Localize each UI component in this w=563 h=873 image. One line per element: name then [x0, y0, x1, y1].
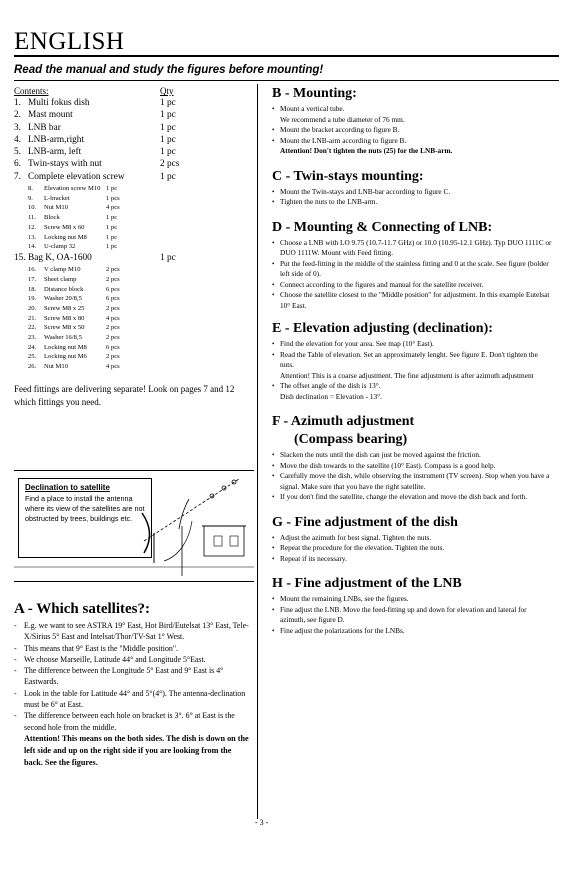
list-item	[14, 315, 242, 325]
item-text: Screw M8 x 50	[44, 324, 85, 332]
section-c	[272, 169, 552, 208]
list-item: • Slacken the nuts until the dish can just be moved against the friction.	[272, 450, 552, 461]
item-number: 20.	[28, 304, 37, 312]
list-item	[14, 195, 242, 205]
subtitle-rule	[14, 80, 559, 81]
list-item: - The difference between each hole on bracket is 3°. 6° at East is the second hole from the middle.	[14, 710, 250, 733]
item-qty: 1 pc	[160, 252, 176, 263]
list-item	[14, 224, 242, 234]
item-qty: 6 pcs	[106, 343, 120, 351]
item-qty: 6 pcs	[106, 295, 120, 303]
item-qty: 2 pcs	[106, 266, 120, 274]
list-item: • Mount a vertical tube.	[272, 104, 552, 115]
column-divider	[257, 84, 258, 819]
list-item	[14, 214, 242, 224]
item-number: 14.	[28, 243, 37, 251]
item-qty: 1 pc	[160, 98, 176, 108]
item-text: Complete elevation screw	[28, 171, 125, 182]
item-number: 23.	[28, 334, 37, 341]
item-number: 9.	[28, 194, 33, 202]
item-qty: 1 pc	[106, 223, 118, 231]
section-a-title: A - Which satellites?:	[14, 601, 150, 617]
list-item: - Look in the table for Latitude 44° and 5°(4°). The antenna-declination must be 6° at East.	[14, 688, 250, 711]
item-text: LNB bar	[28, 122, 61, 133]
item-qty: 2 pcs	[106, 304, 120, 312]
section-d-list	[272, 238, 552, 312]
item-qty: 2 pcs	[106, 334, 120, 341]
item-qty: 1 pcs	[106, 194, 120, 202]
item-text: Locking nut M8	[44, 233, 87, 241]
list-item: • Adjust the azimuth for best signal. Tighten the nuts.	[272, 533, 552, 544]
subitems-list-2	[14, 266, 242, 373]
item-number: 22.	[28, 324, 37, 332]
item-qty: 1 pc	[160, 171, 176, 182]
section-h-title: H - Fine adjustment of the LNB	[272, 576, 462, 591]
item-qty: 4 pcs	[106, 363, 120, 371]
section-d	[272, 220, 552, 312]
item-qty: 2 pcs	[106, 324, 120, 332]
section-b-list	[272, 104, 552, 157]
declination-illustration	[14, 471, 254, 581]
list-item: We recommend a tube diameter of 76 mm.	[280, 114, 405, 124]
item-text: LNB-arm, left	[28, 147, 82, 158]
list-item: • Find the elevation for your area. See map (10° East).	[272, 339, 552, 350]
list-item	[14, 344, 242, 354]
list-item	[14, 253, 242, 265]
list-item	[14, 243, 242, 253]
declination-figure	[14, 470, 254, 582]
item-qty: 4 pcs	[106, 314, 120, 322]
item-text: Nut M10	[44, 204, 68, 212]
qty-heading: Qty	[160, 86, 174, 96]
item-text: Screw M8 x 60	[44, 223, 85, 231]
contents-heading: Contents:	[14, 86, 49, 96]
list-item: • Fine adjust the LNB. Move the feed-fitting up and down for elevation and lateral for azimuth, see figure D.	[272, 605, 552, 626]
item-number: 10.	[28, 204, 37, 212]
item-number: 1.	[14, 98, 21, 108]
item-number: 17.	[28, 275, 37, 283]
item-number: 24.	[28, 343, 37, 351]
section-c-title: C - Twin-stays mounting:	[272, 168, 424, 184]
item-text: Sheet clamp	[44, 275, 77, 283]
item-qty: 2 pcs	[106, 353, 120, 361]
list-item: • Repeat the procedure for the elevation. Tighten the nuts.	[272, 543, 552, 554]
list-item	[14, 98, 242, 110]
item-text: Bag K, OA-1600	[28, 252, 92, 263]
list-item: • Connect according to the figures and manual for the satellite receiver.	[272, 280, 552, 291]
list-item	[14, 110, 242, 122]
item-number: 16.	[28, 266, 37, 274]
page-number: - 3 -	[255, 818, 269, 827]
item-number: 26.	[28, 363, 37, 371]
list-item	[14, 123, 242, 135]
list-item: Dish declination = Elevation - 13°.	[280, 391, 382, 401]
section-a	[14, 601, 250, 769]
section-e-list	[272, 339, 552, 402]
feed-fittings-note: Feed fittings are delivering separate! Look on pages 7 and 12 which fittings you need.	[14, 383, 235, 407]
page-subtitle: Read the manual and study the figures before mounting!	[14, 64, 324, 76]
item-text: L-bracket	[44, 194, 70, 202]
item-text: Twin-stays with nut	[28, 159, 102, 170]
title-rule	[14, 55, 559, 57]
list-item: • Mount the Twin-stays and LNB-bar according to figure C.	[272, 187, 552, 198]
item-qty: 1 pc	[160, 134, 176, 145]
item-number: 21.	[28, 314, 37, 322]
list-item: • Fine adjust the polarizations for the LNBs.	[272, 626, 552, 637]
item-text: Elevation screw M10	[44, 185, 101, 193]
section-h	[272, 576, 552, 636]
item-text: Distance block	[44, 285, 84, 293]
list-item: • Mount the bracket according to figure B.	[272, 125, 552, 136]
list-item	[14, 276, 242, 286]
section-f-subtitle: (Compass bearing)	[294, 432, 408, 447]
item-text: LNB-arm,right	[28, 134, 85, 145]
item-qty: 6 pcs	[106, 285, 120, 293]
list-item: - The difference between the Longitude 5° East and 9° East is 4° Eastwards.	[14, 665, 250, 688]
item-text: Multi fokus dish	[28, 98, 90, 108]
item-number: 3.	[14, 122, 21, 133]
section-g-list	[272, 533, 552, 565]
list-item: • Move the dish towards to the satellite (10° East). Compass is a good help.	[272, 461, 552, 472]
list-item: • The offset angle of the dish is 13°.	[272, 381, 552, 392]
list-item: • Choose the satellite closest to the "Middle position" for adjustment. In this example Eutelsat 10° East.	[272, 290, 552, 311]
item-qty: 1 pc	[106, 243, 118, 251]
list-item: • Mount the LNB-arm according to figure B.	[272, 136, 552, 147]
item-text: Washer 16/8,5	[44, 334, 82, 341]
section-a-list	[14, 620, 250, 733]
item-qty: 2 pcs	[160, 159, 180, 170]
item-text: Screw M8 x 80	[44, 314, 85, 322]
list-item	[14, 286, 242, 296]
item-number: 12.	[28, 223, 37, 231]
item-number: 19.	[28, 295, 37, 303]
item-qty: 1 pc	[106, 233, 118, 241]
contents-header	[14, 86, 242, 98]
item-number: 5.	[14, 147, 21, 158]
list-item: - This means that 9° East is the "Middle position".	[14, 643, 250, 654]
item-text: Nut M10	[44, 363, 68, 371]
list-item	[14, 135, 242, 147]
contents-list	[14, 98, 242, 184]
list-item	[14, 353, 242, 363]
list-item	[14, 363, 242, 373]
section-b-title: B - Mounting:	[272, 86, 357, 101]
section-f	[272, 414, 552, 503]
list-item: • If you don't find the satellite, change the elevation and move the dish back and forth.	[272, 492, 552, 503]
section-e-title: E - Elevation adjusting (declination):	[272, 321, 493, 336]
section-a-attention: Attention! This means on the both sides. The dish is down on the left side and up on the right side if you are looking from the back. See the figures.	[24, 733, 249, 767]
item-qty: 1 pc	[106, 214, 118, 222]
list-item	[14, 159, 242, 171]
section-e	[272, 321, 552, 402]
item-number: 18.	[28, 285, 37, 293]
list-item: • Put the feed-fitting in the middle of the stainless fitting and 0 at the scale. See figure (bolder left side of 0).	[272, 259, 552, 280]
list-item	[14, 334, 242, 344]
list-item	[14, 305, 242, 315]
section-g-title: G - Fine adjustment of the dish	[272, 514, 458, 530]
list-item	[14, 295, 242, 305]
declination-body: Find a place to install the antenna where its view of the satellites are not obstructed by trees, buildings etc.	[25, 494, 145, 523]
section-g	[272, 515, 552, 565]
item-text: U-clamp 32	[44, 243, 76, 251]
list-item	[14, 185, 242, 195]
item-qty: 4 pcs	[106, 204, 120, 212]
item-number: 8.	[28, 185, 33, 193]
item-number: 15.	[14, 252, 26, 263]
item-qty: 1 pc	[106, 185, 118, 193]
section-f-list	[272, 450, 552, 503]
item-text: Locking nut M6	[44, 353, 87, 361]
item-number: 7.	[14, 171, 21, 182]
section-b	[272, 86, 552, 157]
list-item: - E.g. we want to see ASTRA 19° East, Hot Bird/Eutelsat 13° East, Tele-X/Sirius 5° East and Intelsat/Thor/TV-Sat 1° West.	[14, 620, 250, 643]
page-title: ENGLISH	[14, 28, 125, 55]
list-item	[14, 204, 242, 214]
list-item: - We choose Marseille, Latitude 44° and Longitude 5°East.	[14, 654, 250, 665]
list-item	[14, 234, 242, 244]
list-item: • Carefully move the dish, while observing the instrument (TV screen). Stop when you have a signal. Make sure that you have the right satellite.	[272, 471, 552, 492]
list-item: • Mount the remaining LNBs, see the figures.	[272, 594, 552, 605]
item-text: Locking nut M8	[44, 343, 87, 351]
item-text: Block	[44, 214, 60, 222]
list-item	[14, 172, 242, 184]
item-number: 13.	[28, 233, 37, 241]
list-item: Attention! This is a coarse adjustment. The fine adjustment is after azimuth adjustment	[280, 370, 534, 380]
item-qty: 1 pc	[160, 110, 176, 121]
contents-section	[14, 86, 242, 409]
list-item	[14, 266, 242, 276]
list-item	[14, 147, 242, 159]
list-item: • Tighten the nuts to the LNB-arm.	[272, 197, 552, 208]
item-qty: 1 pc	[160, 147, 176, 158]
item-text: Washer 20/8,5	[44, 295, 82, 303]
item-number: 4.	[14, 134, 21, 145]
section-h-list	[272, 594, 552, 636]
item-qty: 2 pcs	[106, 275, 120, 283]
section-c-list	[272, 187, 552, 208]
section-d-title: D - Mounting & Connecting of LNB:	[272, 219, 493, 235]
item-number: 6.	[14, 159, 21, 170]
list-item: • Choose a LNB with LO 9.75 (10.7-11.7 GHz) or 10.0 (10.95-12.1 GHz). Typ DUO 1111C or DUO 1111W. Mount with Feed fitting.	[272, 238, 552, 259]
list-item: Attention! Don't tighten the nuts (25) for the LNB-arm.	[280, 146, 453, 155]
item-number: 11.	[28, 214, 36, 222]
item-text: Screw M8 x 25	[44, 304, 85, 312]
item-number: 25.	[28, 353, 37, 361]
subitems-list-1	[14, 185, 242, 253]
right-column	[272, 86, 552, 636]
declination-heading: Declination to satellite	[25, 483, 110, 492]
list-item: • Repeat if its necessary.	[272, 554, 552, 565]
section-f-title: F - Azimuth adjustment	[272, 414, 415, 429]
item-text: V clamp M10	[44, 266, 81, 274]
item-qty: 1 pc	[160, 122, 176, 133]
list-item: • Read the Table of elevation. Set an approximately lenght. See figure E. Don't tighten the nuts.	[272, 350, 552, 371]
list-item	[14, 324, 242, 334]
item-text: Mast mount	[28, 110, 73, 121]
item-number: 2.	[14, 110, 21, 121]
